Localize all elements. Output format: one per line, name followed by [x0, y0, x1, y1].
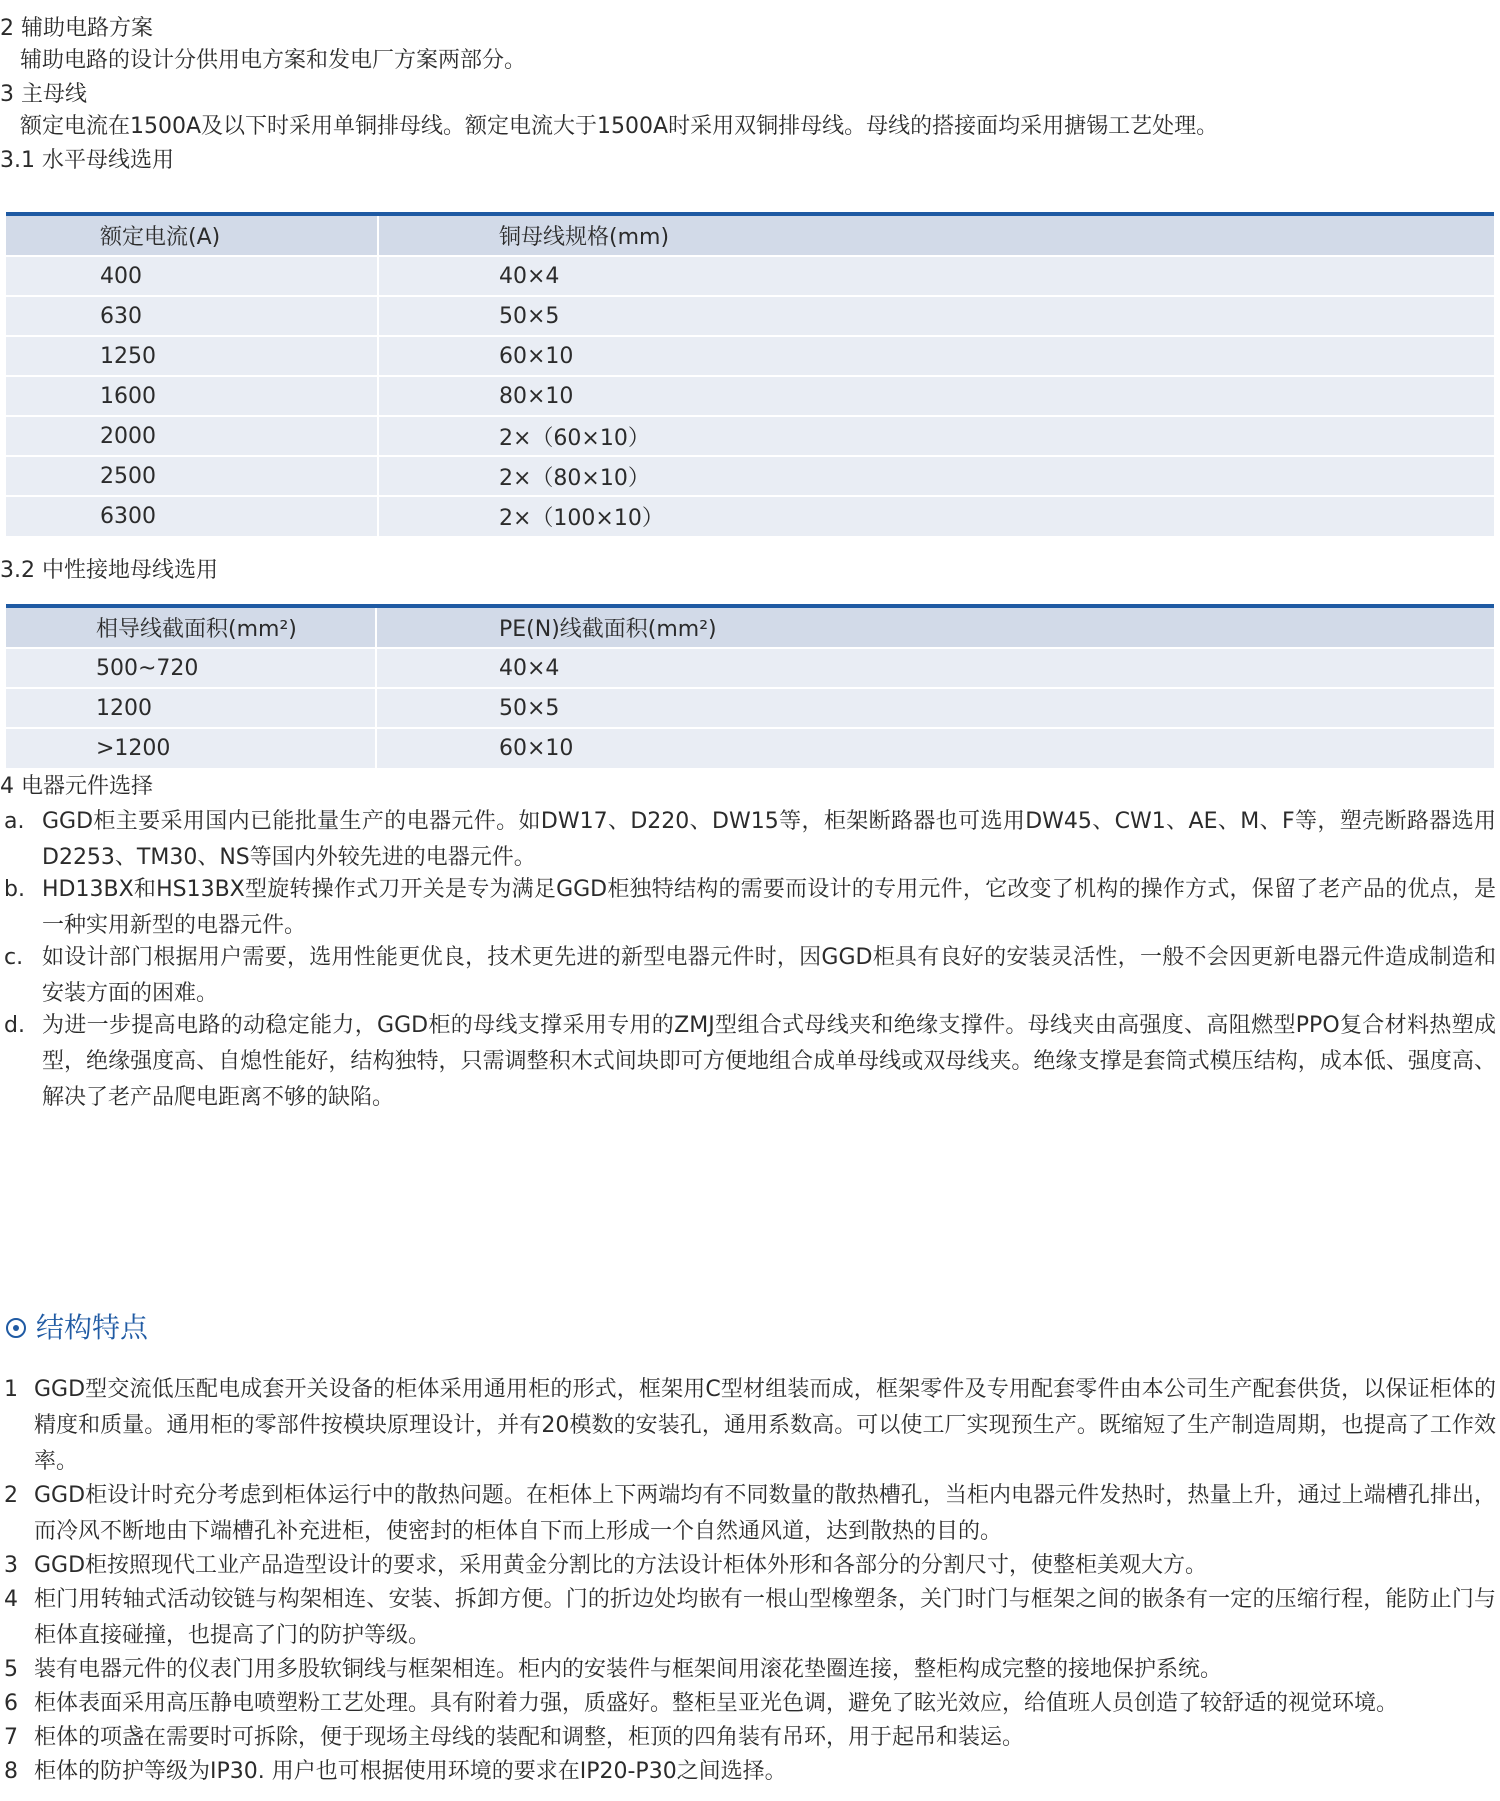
list-item-text: GGD型交流低压配电成套开关设备的柜体采用通用柜的形式，框架用C型材组装而成，框架零件及专用配套零件由本公司生产配套供货，以保证柜体的精度和质量。通用柜的零部件按模块原理设计，并有20模数的安装孔，通用系数高。可以使工厂实现预生产。既缩短了生产制造周期，也提高了工作效率。	[34, 1377, 1496, 1474]
table-header-cell: 相导线截面积(mm²)	[6, 608, 376, 648]
table-cell: 630	[6, 296, 378, 336]
table-row	[6, 256, 1494, 296]
table-header-cell: PE(N)线截面积(mm²)	[376, 608, 1494, 648]
list-item-text: 如设计部门根据用户需要，选用性能更优良，技术更先进的新型电器元件时，因GGD柜具有良好的安装灵活性，一般不会因更新电器元件造成制造和安装方面的困难。	[42, 945, 1496, 1006]
circle-dot-icon	[6, 1318, 26, 1338]
list-item	[4, 1582, 1496, 1654]
table-row	[6, 728, 1494, 768]
list-item-text: 柜体的防护等级为IP30. 用户也可根据使用环境的要求在IP20-P30之间选择。	[34, 1759, 787, 1784]
table-cell: 2×（100×10）	[378, 496, 1494, 536]
table-row	[6, 296, 1494, 336]
list-item	[4, 1478, 1496, 1550]
list-item	[4, 1720, 1496, 1756]
list-item	[4, 1548, 1496, 1584]
table-header-cell: 额定电流(A)	[6, 216, 378, 256]
list-item-text: GGD柜按照现代工业产品造型设计的要求，采用黄金分割比的方法设计柜体外形和各部分的分割尺寸，使整柜美观大方。	[34, 1553, 1208, 1578]
aux-text: 辅助电路的设计分供用电方案和发电厂方案两部分。	[20, 48, 527, 73]
table-cell: 80×10	[378, 376, 1494, 416]
list-item	[4, 1008, 1496, 1116]
list-item-marker: 8	[4, 1759, 18, 1784]
list-item-text: 柜体表面采用高压静电喷塑粉工艺处理。具有附着力强，质盛好。整柜呈亚光色调，避免了眩光效应，给值班人员创造了较舒适的视觉环境。	[34, 1691, 1399, 1716]
list-item-marker: 6	[4, 1691, 18, 1716]
list-item-marker: 2	[4, 1483, 18, 1508]
table-header-row	[6, 608, 1494, 648]
table-cell: 1250	[6, 336, 378, 376]
table-cell: 1200	[6, 688, 376, 728]
table-cell: 500~720	[6, 648, 376, 688]
list-item	[4, 872, 1496, 944]
aux-heading: 2 辅助电路方案	[0, 16, 153, 41]
list-item-text: 柜门用转轴式活动铰链与构架相连、安装、拆卸方便。门的折边处均嵌有一根山型橡塑条，关门时门与框架之间的嵌条有一定的压缩行程，能防止门与柜体直接碰撞，也提高了门的防护等级。	[34, 1587, 1496, 1648]
table-cell: 60×10	[376, 728, 1494, 768]
structure-section-title	[6, 1310, 148, 1346]
table-row	[6, 456, 1494, 496]
table-cell: 40×4	[378, 256, 1494, 296]
neutral-heading: 3.2 中性接地母线选用	[0, 558, 218, 583]
table-row	[6, 496, 1494, 536]
list-item-text: 装有电器元件的仪表门用多股软铜线与框架相连。柜内的安装件与框架间用滚花垫圈连接，整柜构成完整的接地保护系统。	[34, 1657, 1223, 1682]
table-row	[6, 336, 1494, 376]
list-item-text: 柜体的项盏在需要时可拆除，便于现场主母线的装配和调整，柜顶的四角装有吊环，用于起吊和装运。	[34, 1725, 1025, 1750]
list-item-marker: 4	[4, 1587, 18, 1612]
list-item-marker: 7	[4, 1725, 18, 1750]
list-item-marker: d.	[4, 1013, 25, 1038]
table-cell: 2×（60×10）	[378, 416, 1494, 456]
table-cell: 1600	[6, 376, 378, 416]
list-item-text: GGD柜主要采用国内已能批量生产的电器元件。如DW17、D220、DW15等，柜架断路器也可选用DW45、CW1、AE、M、F等，塑壳断路器选用D2253、TM30、NS等国内外较先进的电器元件。	[42, 809, 1496, 870]
list-item	[4, 804, 1496, 876]
table-cell: 6300	[100, 504, 156, 529]
table-row	[6, 376, 1494, 416]
components-heading: 4 电器元件选择	[0, 774, 153, 799]
table-cell: 40×4	[376, 648, 1494, 688]
table-cell: 2×（80×10）	[378, 456, 1494, 496]
neutral-busbar-table	[6, 608, 1494, 768]
list-item-text: GGD柜设计时充分考虑到柜体运行中的散热问题。在柜体上下两端均有不同数量的散热槽孔，当柜内电器元件发热时，热量上升，通过上端槽孔排出，而冷风不断地由下端槽孔补充进柜，使密封的柜体自下而上形成一个自然通风道，达到散热的目的。	[34, 1483, 1496, 1544]
table-cell: 50×5	[378, 296, 1494, 336]
list-item	[4, 1686, 1496, 1722]
list-item-marker: a.	[4, 809, 25, 834]
list-item	[4, 940, 1496, 1012]
busbar-heading: 3 主母线	[0, 82, 87, 107]
table-row	[6, 416, 1494, 456]
list-item-marker: b.	[4, 877, 25, 902]
list-item-text: 为进一步提高电路的动稳定能力，GGD柜的母线支撑采用专用的ZMJ型组合式母线夹和绝缘支撑件。母线夹由高强度、高阻燃型PPO复合材料热塑成型，绝缘强度高、自熄性能好，结构独特，只需调整积木式间块即可方便地组合成单母线或双母线夹。绝缘支撑是套筒式模压结构，成本低、强度高、解决了老产品爬电距离不够的缺陷。	[42, 1013, 1496, 1110]
list-item	[4, 1652, 1496, 1688]
table-cell: 2500	[6, 456, 378, 496]
table-header-row	[6, 216, 1494, 256]
table-cell: 50×5	[376, 688, 1494, 728]
structure-title-text: 结构特点	[36, 1311, 149, 1344]
table-cell: 60×10	[378, 336, 1494, 376]
horizontal-busbar-table	[6, 216, 1494, 536]
list-item	[4, 1372, 1496, 1480]
list-item	[4, 1754, 1496, 1790]
horizontal-heading: 3.1 水平母线选用	[0, 148, 174, 173]
list-item-marker: 5	[4, 1657, 18, 1682]
table-cell: 400	[6, 256, 378, 296]
table-cell: >1200	[96, 736, 171, 761]
list-item-text: HD13BX和HS13BX型旋转操作式刀开关是专为满足GGD柜独特结构的需要而设计的专用元件，它改变了机构的操作方式，保留了老产品的优点，是一种实用新型的电器元件。	[42, 877, 1496, 938]
list-item-marker: 1	[4, 1377, 18, 1402]
busbar-text: 额定电流在1500A及以下时采用单铜排母线。额定电流大于1500A时采用双铜排母线。母线的搭接面均采用搪锡工艺处理。	[20, 114, 1219, 139]
table-cell: 2000	[6, 416, 378, 456]
list-item-marker: c.	[4, 945, 24, 970]
table-header-cell: 铜母线规格(mm)	[378, 216, 1494, 256]
table-row	[6, 648, 1494, 688]
table-row	[6, 688, 1494, 728]
list-item-marker: 3	[4, 1553, 18, 1578]
